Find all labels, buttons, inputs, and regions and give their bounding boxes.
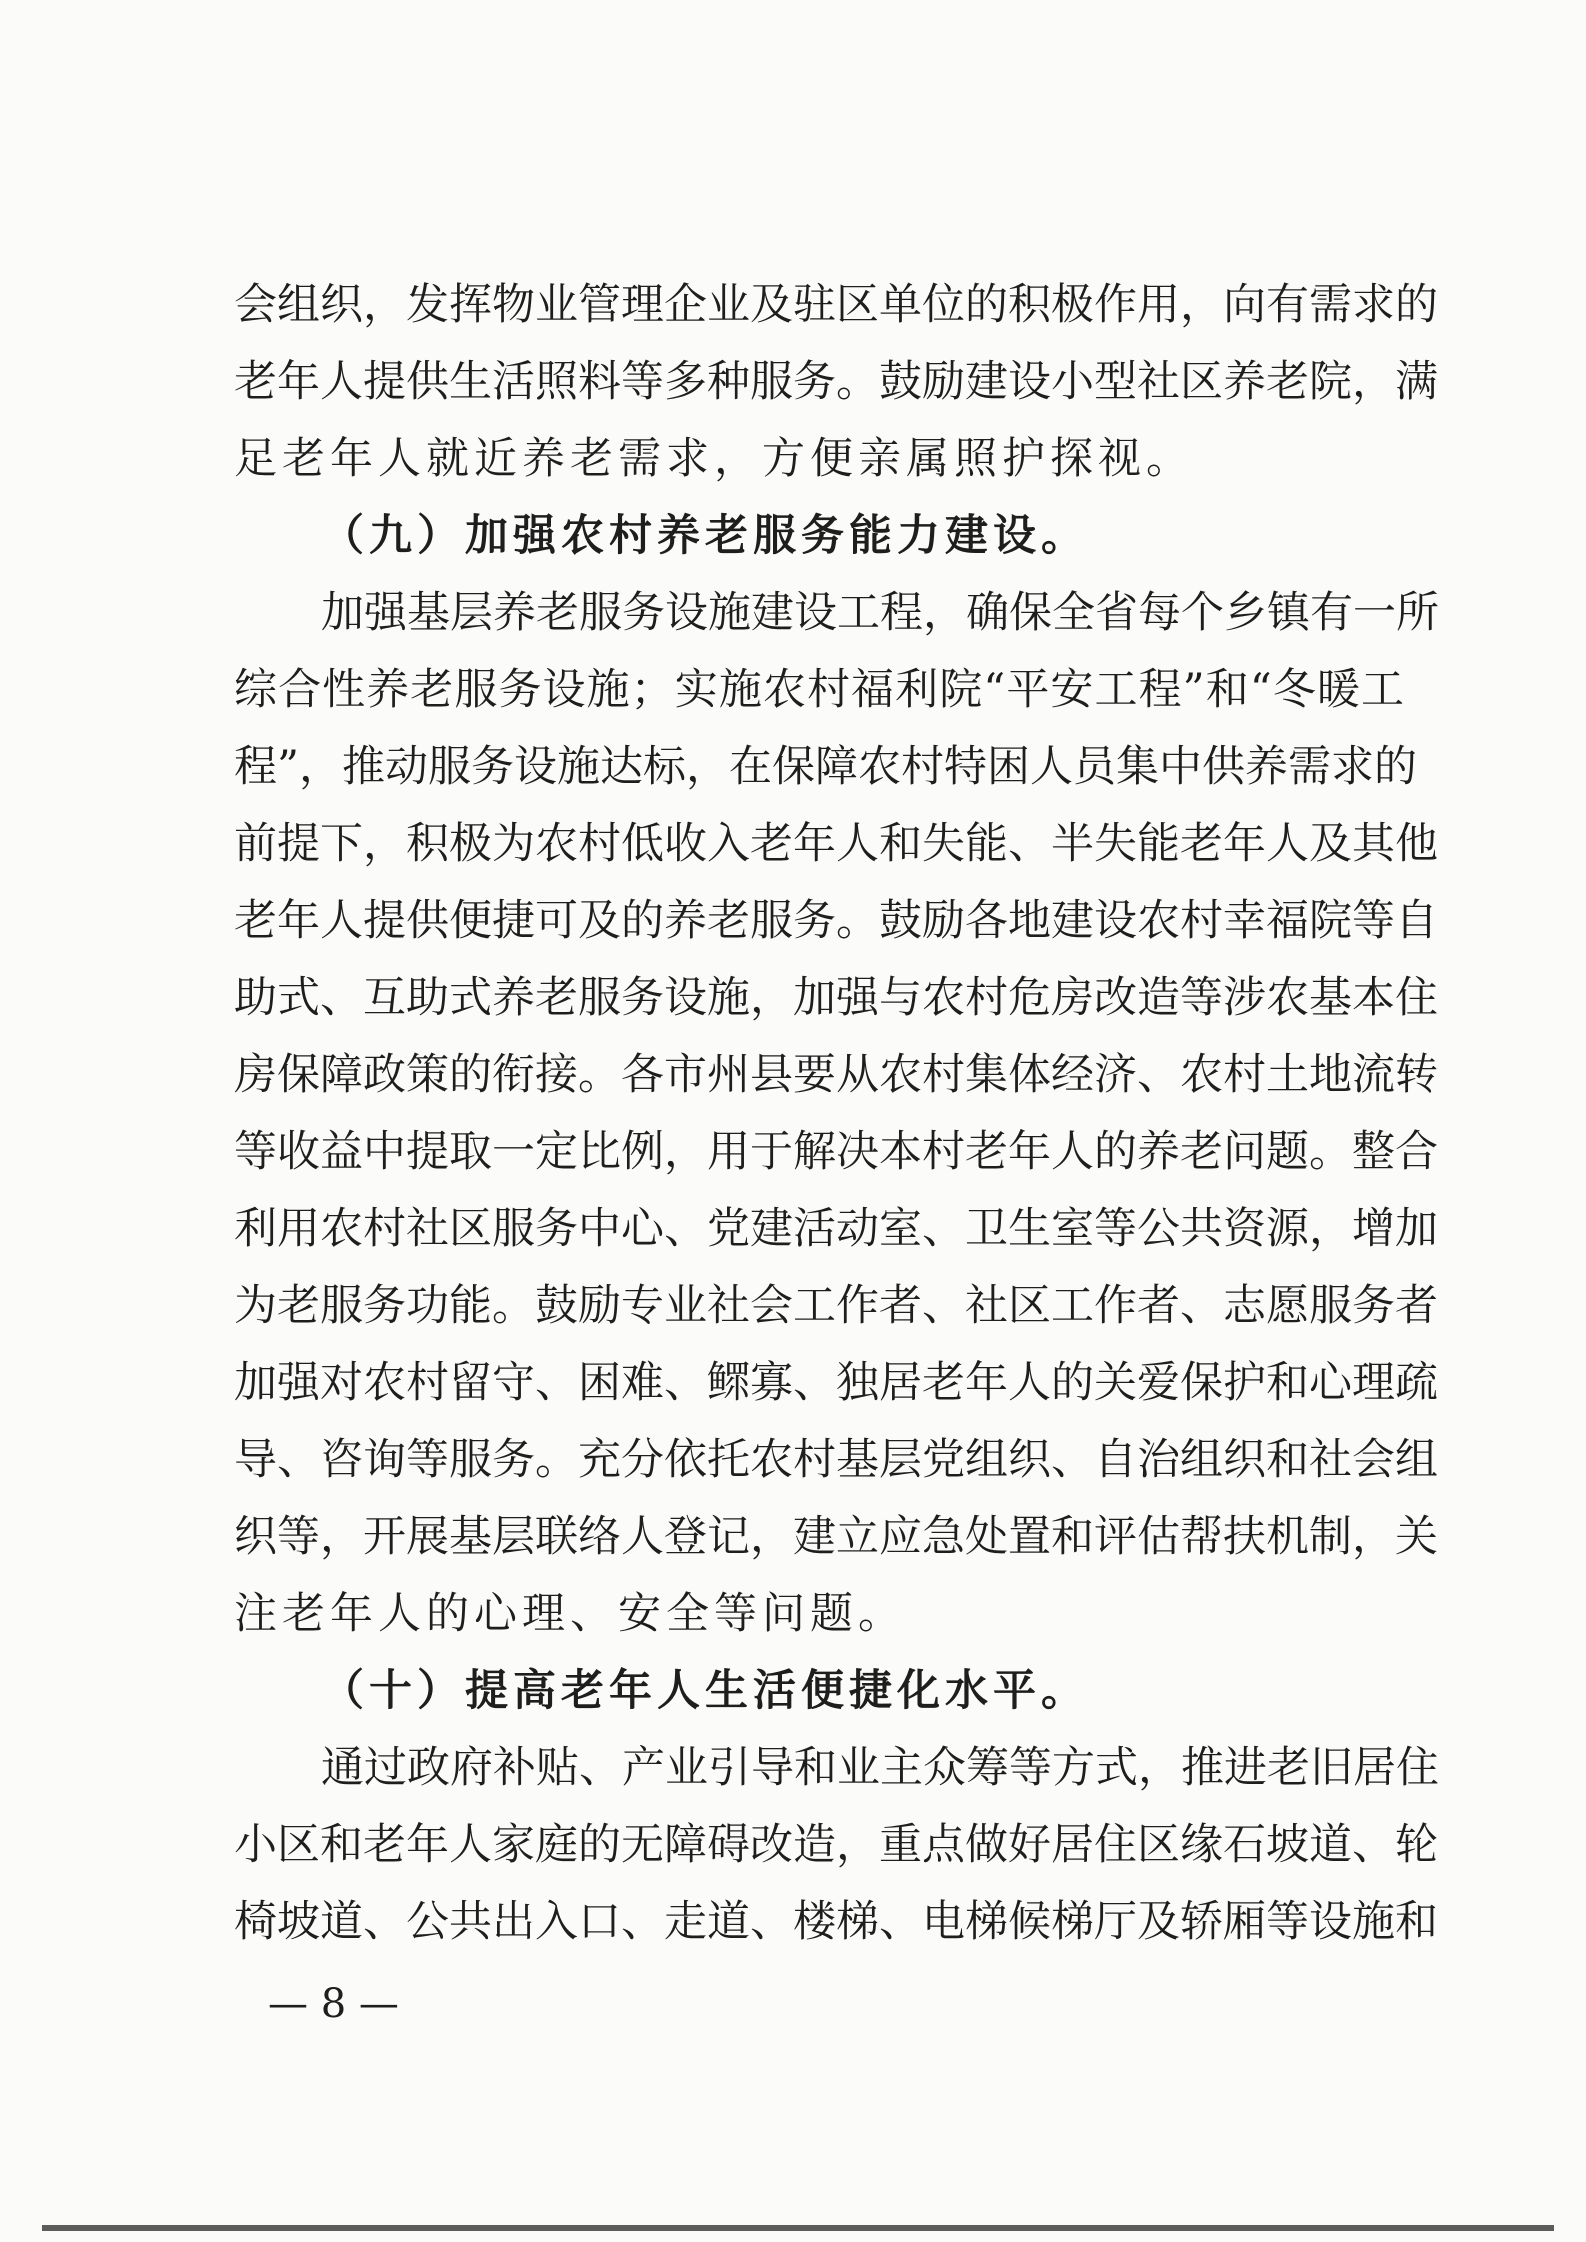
body-text-line: 织等，开展基层联络人登记，建立应急处置和评估帮扶机制，关 (234, 1512, 1438, 1562)
body-text-line: 足老年人就近养老需求，方便亲属照护探视。 (234, 434, 1194, 484)
body-text-line: 小区和老年人家庭的无障碍改造，重点做好居住区缘石坡道、轮 (234, 1820, 1438, 1870)
body-text-line: 加强对农村留守、困难、鳏寡、独居老年人的关爱保护和心理疏 (234, 1358, 1438, 1408)
body-text-line: 老年人提供生活照料等多种服务。鼓励建设小型社区养老院，满 (234, 357, 1438, 407)
body-text-line: 程”，推动服务设施达标，在保障农村特困人员集中供养需求的 (234, 742, 1417, 792)
body-text-line: 房保障政策的衔接。各市州县要从农村集体经济、农村土地流转 (234, 1050, 1438, 1100)
body-text-line: 会组织，发挥物业管理企业及驻区单位的积极作用，向有需求的 (234, 280, 1438, 330)
body-text-line: 加强基层养老服务设施建设工程，确保全省每个乡镇有一所 (321, 588, 1439, 638)
body-text-line: 为老服务功能。鼓励专业社会工作者、社区工作者、志愿服务者 (234, 1281, 1438, 1331)
body-text-line: 助式、互助式养老服务设施，加强与农村危房改造等涉农基本住 (234, 973, 1438, 1023)
body-text-line: 椅坡道、公共出入口、走道、楼梯、电梯候梯厅及轿厢等设施和 (234, 1897, 1438, 1947)
page-number: — 8 — (268, 1981, 399, 2027)
body-text-line: 通过政府补贴、产业引导和业主众筹等方式，推进老旧居住 (321, 1743, 1439, 1793)
section-heading-9: （九）加强农村养老服务能力建设。 (321, 511, 1089, 561)
section-heading-10: （十）提高老年人生活便捷化水平。 (321, 1666, 1089, 1716)
body-text-line: 老年人提供便捷可及的养老服务。鼓励各地建设农村幸福院等自 (234, 896, 1438, 946)
body-text-line: 综合性养老服务设施；实施农村福利院“平安工程”和“冬暖工 (234, 665, 1404, 715)
body-text-line: 利用农村社区服务中心、党建活动室、卫生室等公共资源，增加 (234, 1204, 1438, 1254)
scan-bottom-border (42, 2225, 1554, 2231)
body-text-line: 导、咨询等服务。充分依托农村基层党组织、自治组织和社会组 (234, 1435, 1438, 1485)
body-text-line: 注老年人的心理、安全等问题。 (234, 1589, 906, 1639)
body-text-line: 等收益中提取一定比例，用于解决本村老年人的养老问题。整合 (234, 1127, 1438, 1177)
body-text-line: 前提下，积极为农村低收入老年人和失能、半失能老年人及其他 (234, 819, 1438, 869)
